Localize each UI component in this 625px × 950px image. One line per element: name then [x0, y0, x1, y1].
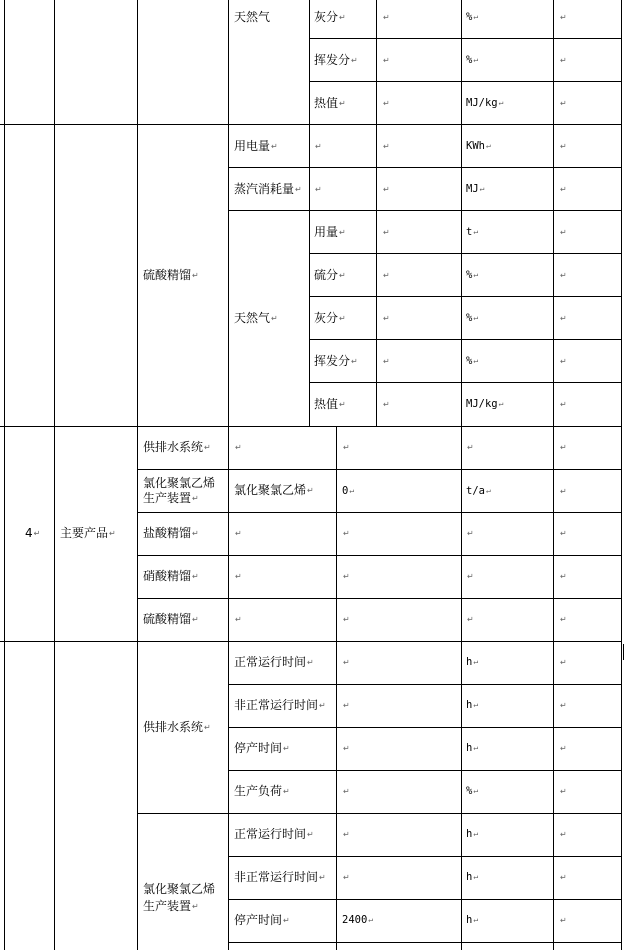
cell-empty: ↵: [343, 744, 350, 753]
cell-label: 硫分↵: [314, 268, 346, 282]
cell-empty: ↵: [315, 142, 322, 151]
cell-label: 生产装置↵: [143, 491, 199, 505]
rule: [309, 124, 310, 426]
rule: [228, 684, 622, 685]
cell-empty: ↵: [560, 658, 567, 667]
cell-empty: ↵: [343, 658, 350, 667]
cell-empty: ↵: [560, 572, 567, 581]
cell-empty: ↵: [560, 99, 567, 108]
rule: [137, 0, 138, 950]
cell-empty: ↵: [343, 787, 350, 796]
rule: [0, 426, 622, 427]
cell-empty: ↵: [560, 529, 567, 538]
rule: [376, 0, 377, 124]
cell-label: 天然气: [234, 10, 271, 24]
cell-empty: ↵: [467, 529, 474, 538]
cell-unit: t/a↵: [466, 485, 491, 497]
cell-empty: ↵: [467, 443, 474, 452]
cell-empty: ↵: [383, 142, 390, 151]
cell-label: 非正常运行时间↵: [234, 870, 326, 884]
cell-empty: ↵: [343, 615, 350, 624]
rule: [228, 0, 229, 426]
cell-empty: ↵: [235, 572, 242, 581]
rule: [376, 124, 377, 210]
cell-value: 2400↵: [342, 914, 374, 926]
cell-unit: KWh↵: [466, 140, 491, 152]
cell-empty: ↵: [560, 185, 567, 194]
rule: [309, 296, 622, 297]
cell-empty: ↵: [383, 228, 390, 237]
rule: [376, 210, 377, 426]
cell-unit: h↵: [466, 914, 479, 926]
cell-label: 供排水系统↵: [143, 720, 211, 734]
cell-label: 供排水系统↵: [143, 440, 211, 454]
cell-empty: ↵: [383, 271, 390, 280]
rule: [309, 81, 622, 82]
cell-empty: ↵: [560, 615, 567, 624]
row-number: 4↵: [25, 526, 41, 540]
rule: [228, 727, 622, 728]
cell-empty: ↵: [343, 873, 350, 882]
cell-empty: ↵: [343, 701, 350, 710]
cell-empty: ↵: [383, 56, 390, 65]
cell-empty: ↵: [383, 400, 390, 409]
cell-empty: ↵: [560, 443, 567, 452]
rule: [54, 0, 55, 950]
cell-label: 生产负荷↵: [234, 784, 290, 798]
cell-empty: ↵: [560, 142, 567, 151]
cell-empty: ↵: [383, 185, 390, 194]
cell-empty: ↵: [343, 572, 350, 581]
cell-empty: ↵: [383, 13, 390, 22]
cell-label: 灰分↵: [314, 311, 346, 325]
cell-label: 用量↵: [314, 225, 346, 239]
rule: [228, 856, 622, 857]
cell-label: 停产时间↵: [234, 741, 290, 755]
cell-label: 挥发分↵: [314, 354, 358, 368]
rule: [553, 0, 554, 950]
cell-empty: ↵: [560, 916, 567, 925]
cell-label: 氯化聚氯乙烯: [143, 476, 216, 490]
cell-unit: %↵: [466, 355, 479, 367]
cell-empty: ↵: [560, 787, 567, 796]
rule: [309, 339, 622, 340]
rule: [621, 0, 622, 950]
cell-label: 停产时间↵: [234, 913, 290, 927]
cell-unit: t↵: [466, 226, 479, 238]
cell-unit: h↵: [466, 871, 479, 883]
cell-empty: ↵: [560, 271, 567, 280]
cell-unit: h↵: [466, 699, 479, 711]
cell-empty: ↵: [383, 314, 390, 323]
cell-empty: ↵: [343, 529, 350, 538]
rule: [4, 0, 5, 950]
rule: [137, 598, 622, 599]
rule: [228, 641, 229, 950]
cell-label: 用电量↵: [234, 139, 278, 153]
cell-label: 非正常运行时间↵: [234, 698, 326, 712]
rule: [228, 899, 622, 900]
cell-label: 正常运行时间↵: [234, 655, 314, 669]
edge-tick: [623, 644, 624, 660]
rule: [228, 942, 622, 943]
rule: [228, 770, 622, 771]
cell-empty: ↵: [467, 572, 474, 581]
rule: [0, 641, 622, 642]
cell-empty: ↵: [560, 400, 567, 409]
cell-label: 生产装置↵: [143, 899, 199, 913]
cell-label: 正常运行时间↵: [234, 827, 314, 841]
rule: [0, 124, 622, 125]
cell-label: 氯化聚氯乙烯↵: [234, 483, 314, 497]
rule: [309, 382, 622, 383]
cell-empty: ↵: [560, 487, 567, 496]
cell-label: 氯化聚氯乙烯: [143, 882, 216, 896]
cell-label: 盐酸精馏↵: [143, 526, 199, 540]
cell-empty: ↵: [343, 830, 350, 839]
cell-label: 硝酸精馏↵: [143, 569, 199, 583]
cell-unit: MJ/kg↵: [466, 398, 504, 410]
cell-value: 0↵: [342, 485, 355, 497]
cell-empty: ↵: [467, 615, 474, 624]
cell-label: 灰分↵: [314, 10, 346, 24]
cell-empty: ↵: [235, 615, 242, 624]
rule: [336, 426, 337, 641]
rule: [309, 0, 310, 124]
rule: [228, 426, 229, 641]
rule: [309, 38, 622, 39]
cell-unit: %↵: [466, 11, 479, 23]
cell-empty: ↵: [560, 56, 567, 65]
cell-empty: ↵: [560, 744, 567, 753]
cell-unit: h↵: [466, 828, 479, 840]
cell-empty: ↵: [560, 357, 567, 366]
cell-label: 蒸汽消耗量↵: [234, 182, 302, 196]
rule: [309, 253, 622, 254]
cell-empty: ↵: [560, 873, 567, 882]
cell-unit: %↵: [466, 54, 479, 66]
cell-unit: h↵: [466, 656, 479, 668]
cell-empty: ↵: [383, 99, 390, 108]
rule: [228, 210, 622, 211]
cell-empty: ↵: [235, 529, 242, 538]
cell-unit: h↵: [466, 742, 479, 754]
rule: [461, 0, 462, 950]
rule: [137, 555, 622, 556]
rule: [228, 167, 622, 168]
cell-empty: ↵: [560, 314, 567, 323]
cell-unit: %↵: [466, 312, 479, 324]
cell-unit: %↵: [466, 785, 479, 797]
cell-label: 天然气↵: [234, 311, 278, 325]
cell-label: 热值↵: [314, 397, 346, 411]
cell-empty: ↵: [560, 701, 567, 710]
rule: [137, 469, 622, 470]
cell-label: 硫酸精馏↵: [143, 268, 199, 282]
rule: [137, 512, 622, 513]
cell-label: 主要产品↵: [60, 526, 116, 540]
cell-empty: ↵: [343, 443, 350, 452]
cell-unit: MJ↵: [466, 183, 485, 195]
cell-label: 挥发分↵: [314, 53, 358, 67]
cell-empty: ↵: [383, 357, 390, 366]
cell-label: 热值↵: [314, 96, 346, 110]
cell-empty: ↵: [560, 830, 567, 839]
cell-empty: ↵: [560, 228, 567, 237]
rule: [336, 641, 337, 950]
cell-empty: ↵: [560, 13, 567, 22]
rule: [137, 813, 622, 814]
cell-empty: ↵: [235, 443, 242, 452]
cell-label: 硫酸精馏↵: [143, 612, 199, 626]
cell-unit: MJ/kg↵: [466, 97, 504, 109]
cell-unit: %↵: [466, 269, 479, 281]
cell-empty: ↵: [315, 185, 322, 194]
